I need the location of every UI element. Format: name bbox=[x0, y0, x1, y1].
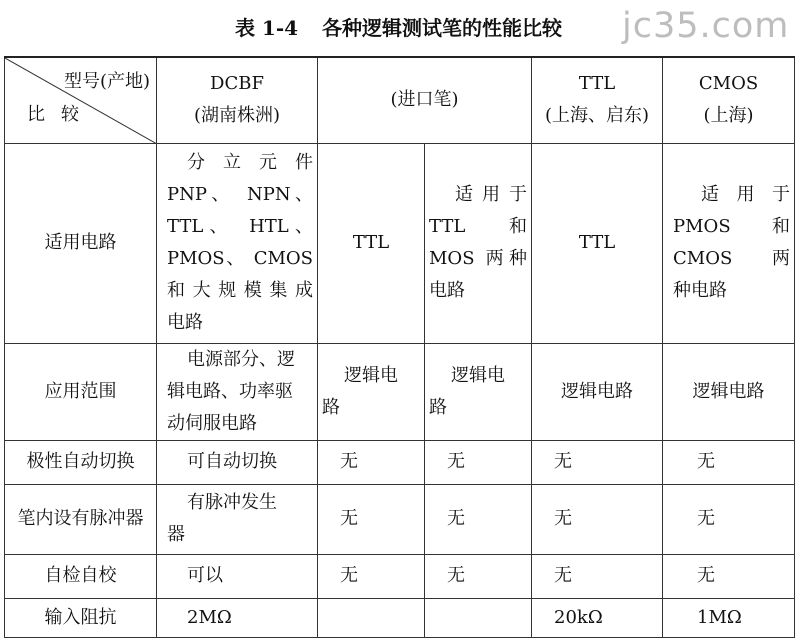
cell-import1: TTL bbox=[318, 143, 425, 343]
cell-line: 动伺服电路 bbox=[167, 412, 257, 434]
cell-line: 电路 bbox=[167, 312, 203, 333]
cell-line: 辑电路、功率驱 bbox=[167, 380, 293, 402]
cell-line: 电源部分、逻 bbox=[187, 348, 295, 370]
cell-line: CMOS 两 bbox=[673, 248, 791, 269]
cell-cmos: 无 bbox=[663, 554, 795, 598]
cell-cmos: 逻辑电路 bbox=[663, 343, 795, 440]
row-label: 自检自校 bbox=[5, 554, 157, 598]
cell-dcbf: 2MΩ bbox=[157, 598, 318, 637]
cell-cmos: 无 bbox=[663, 484, 795, 554]
table-row bbox=[5, 440, 795, 484]
corner-bottom-label: 比较 bbox=[27, 103, 95, 125]
header-import-pen: (进口笔) bbox=[318, 57, 532, 143]
cell-import1: 无 bbox=[318, 440, 425, 484]
table-row bbox=[5, 143, 795, 343]
cell-ttl: 无 bbox=[532, 440, 663, 484]
header-cmos bbox=[663, 57, 795, 143]
cell-import2: 无 bbox=[425, 484, 532, 554]
cell-line: 器 bbox=[167, 524, 185, 545]
cell-cmos bbox=[663, 143, 795, 343]
header-dcbf bbox=[157, 57, 318, 143]
table-row bbox=[5, 554, 795, 598]
row-label: 输入阻抗 bbox=[5, 598, 157, 637]
cell-ttl: 20kΩ bbox=[532, 598, 663, 637]
table-row bbox=[5, 598, 795, 637]
cell-cmos: 无 bbox=[663, 440, 795, 484]
cell-line: 路 bbox=[322, 396, 340, 418]
row-label: 极性自动切换 bbox=[5, 440, 157, 484]
cell-line: 分 立 元 件 bbox=[187, 152, 313, 173]
cell-line: 逻辑电 bbox=[451, 364, 505, 386]
cell-line: 种电路 bbox=[673, 280, 728, 301]
corner-header-cell bbox=[5, 57, 157, 143]
cell-line: PNP、 NPN、 bbox=[167, 184, 313, 205]
cell-line: PMOS、 CMOS bbox=[167, 248, 313, 269]
cell-ttl: 无 bbox=[532, 554, 663, 598]
header-cmos-model: CMOS bbox=[698, 73, 759, 95]
corner-top-label: 型号(产地) bbox=[63, 71, 150, 92]
cell-cmos: 1MΩ bbox=[663, 598, 795, 637]
header-cmos-origin: (上海) bbox=[703, 105, 754, 127]
row-label: 笔内设有脉冲器 bbox=[5, 484, 157, 554]
header-ttl-origin: (上海、启东) bbox=[544, 105, 650, 127]
cell-import2 bbox=[425, 598, 532, 637]
cell-line: 电路 bbox=[429, 280, 465, 301]
cell-line: TTL 和 bbox=[429, 216, 528, 237]
cell-import2: 无 bbox=[425, 554, 532, 598]
cell-dcbf: 可以 bbox=[157, 554, 318, 598]
header-dcbf-model: DCBF bbox=[210, 73, 264, 95]
cell-dcbf: 可自动切换 bbox=[157, 440, 318, 484]
cell-line: 路 bbox=[429, 396, 447, 418]
cell-line: 适用于 bbox=[455, 184, 528, 205]
cell-import1: 无 bbox=[318, 484, 425, 554]
cell-ttl: 逻辑电路 bbox=[532, 343, 663, 440]
cell-ttl: 无 bbox=[532, 484, 663, 554]
cell-dcbf bbox=[157, 343, 318, 440]
table-title bbox=[0, 12, 797, 41]
cell-ttl: TTL bbox=[532, 143, 663, 343]
table-row bbox=[5, 484, 795, 554]
cell-import1: 无 bbox=[318, 554, 425, 598]
header-ttl bbox=[532, 57, 663, 143]
watermark: jc35.com bbox=[622, 6, 790, 46]
header-dcbf-origin: (湖南株洲) bbox=[193, 105, 281, 127]
cell-import2: 无 bbox=[425, 440, 532, 484]
header-ttl-model: TTL bbox=[578, 73, 616, 95]
cell-line: 逻辑电 bbox=[344, 364, 398, 386]
comparison-table bbox=[4, 56, 795, 638]
table-number: 表 1-4 bbox=[234, 16, 299, 40]
cell-import2 bbox=[425, 343, 532, 440]
table-row bbox=[5, 343, 795, 440]
cell-dcbf bbox=[157, 143, 318, 343]
header-row bbox=[5, 57, 795, 143]
cell-line: TTL、 HTL、 bbox=[167, 216, 313, 237]
cell-line: 有脉冲发生 bbox=[187, 492, 277, 513]
cell-import1 bbox=[318, 598, 425, 637]
cell-line: MOS 两种 bbox=[429, 248, 528, 269]
cell-line: 适用于 bbox=[701, 184, 791, 205]
row-label: 适用电路 bbox=[5, 143, 157, 343]
cell-dcbf bbox=[157, 484, 318, 554]
cell-line: 和大规模集成 bbox=[167, 280, 313, 301]
cell-import2 bbox=[425, 143, 532, 343]
table-caption: 各种逻辑测试笔的性能比较 bbox=[322, 16, 563, 40]
cell-import1 bbox=[318, 343, 425, 440]
row-label: 应用范围 bbox=[5, 343, 157, 440]
cell-line: PMOS 和 bbox=[673, 216, 791, 237]
